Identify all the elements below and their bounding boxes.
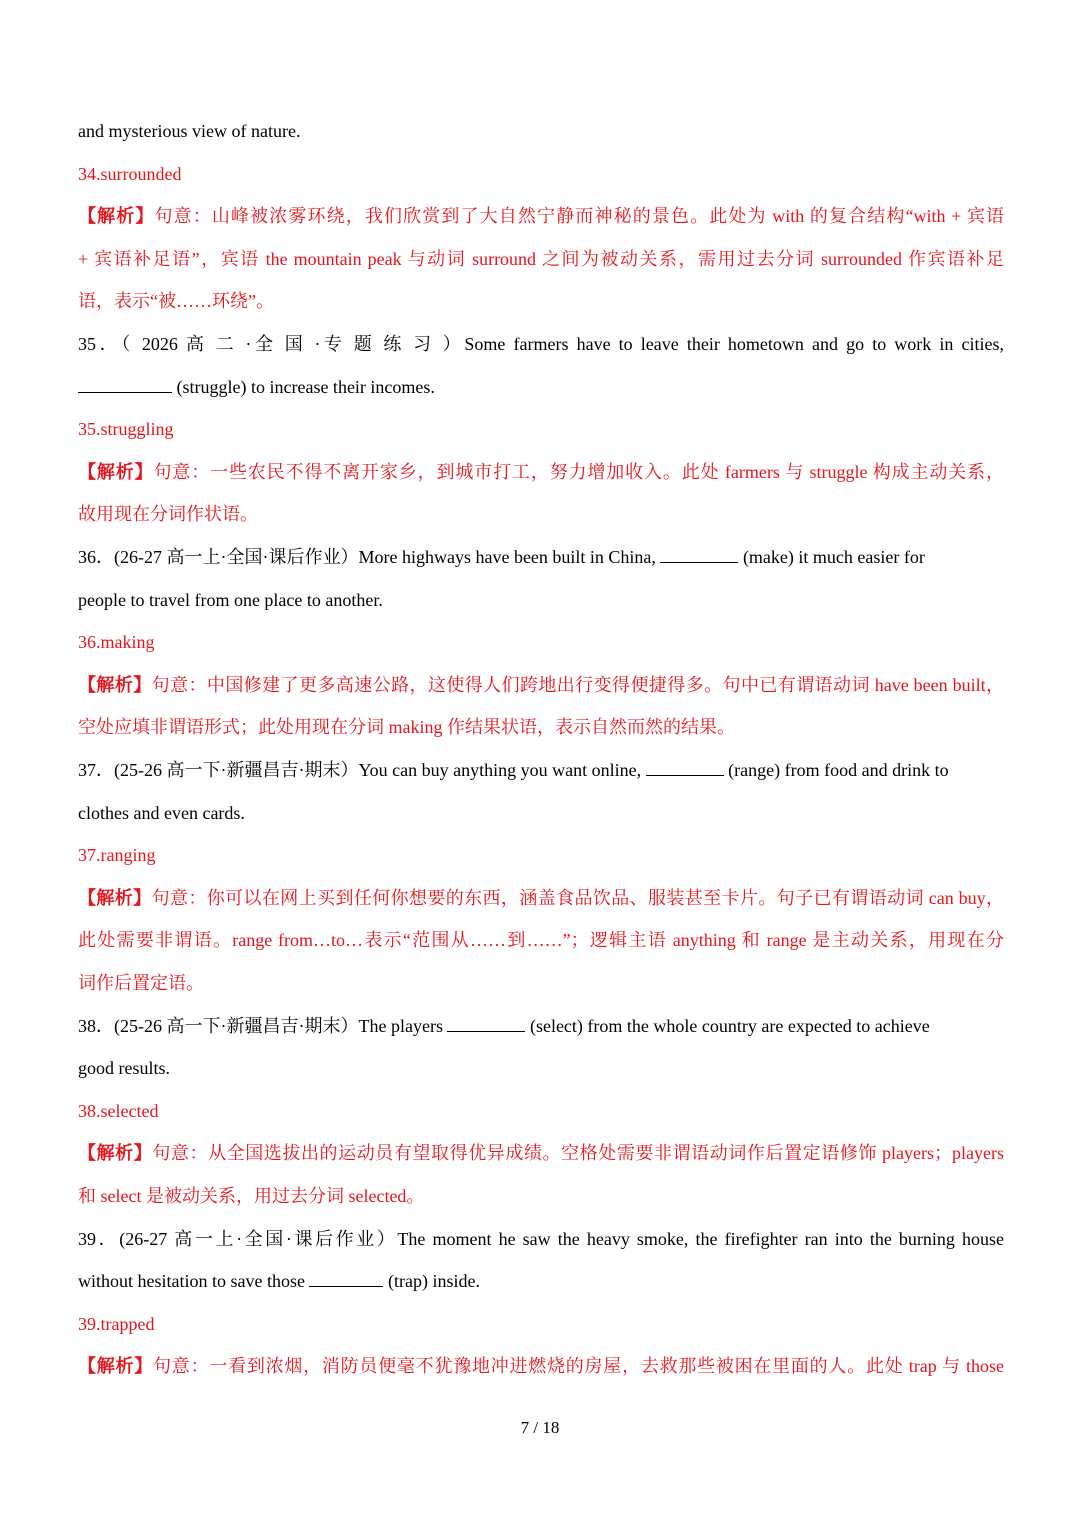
question-text-line [78,1057,1004,1079]
question-text: people to travel from one place to another. [78,589,383,610]
answer-text: 34.surrounded [78,163,182,184]
answer-blank [78,376,172,393]
question-number: 36． [78,547,114,567]
explanation-text: 句意：你可以在网上买到任何你想要的东西，涵盖食品饮品、服装甚至卡片。句子已有谓语动词 can buy， [151,887,1004,908]
question-text: The moment he saw the heavy smoke, the firefighter ran into the burning house [397,1228,1004,1249]
explanation-text: 和 select 是被动关系，用过去分词 selected。 [78,1186,425,1206]
explanation-text: 此处需要非谓语。range from…to…表示“范围从……到……”；逻辑主语 anything 和 range 是主动关系，用现在分 [78,930,1004,951]
answer-line [78,844,1004,866]
page-number: 7 / 18 [520,1418,560,1437]
question-line [78,1270,1004,1292]
explanation-line [78,205,1004,227]
question-text: and mysterious view of nature. [78,121,301,141]
question-text: (trap) inside. [387,1271,480,1292]
question-text-line [78,589,1004,611]
explanation-tag: 【解析】 [78,461,154,482]
explanation-line [78,716,1004,738]
question-source: (26-27 高一上·全国·课后作业） [119,1228,398,1249]
answer-line [78,1313,1004,1335]
explanation-text: 语，表示“被……环绕”。 [78,291,274,312]
explanation-tag: 【解析】 [78,1143,153,1164]
question-line [78,376,1004,398]
answer-text: 37.ranging [78,845,156,866]
question-number: 35． [78,334,122,354]
answer-blank [309,1270,383,1287]
answer-line [78,163,1004,185]
explanation-tag: 【解析】 [78,1356,154,1377]
question-text: You can buy anything you want online, [358,760,642,780]
question-number: 38． [78,1015,114,1036]
explanation-text: 故用现在分词作状语。 [78,504,258,525]
question-text: Some farmers have to leave their hometown and go to work in cities, [464,334,1004,354]
question-text: More highways have been built in China, [358,547,656,567]
explanation-text: 句意：山峰被浓雾环绕，我们欣赏到了大自然宁静而神秘的景色。此处为 with 的复合结构“with + 宾语 [154,206,1004,227]
explanation-text: 句意：中国修建了更多高速公路，这使得人们跨地出行变得便捷得多。句中已有谓语动词 have been built， [151,674,1004,695]
explanation-line [78,503,1004,525]
question-text: The players [358,1015,443,1036]
explanation-line [78,887,1004,909]
answer-blank [447,1015,525,1032]
answer-blank [660,546,738,563]
answer-line [78,418,1004,440]
explanation-text: 句意：从全国选拔出的运动员有望取得优异成绩。空格处需要非谓语动词作后置定语修饰 players；players [152,1143,1004,1164]
explanation-line [78,1142,1004,1164]
explanation-line [78,972,1004,994]
question-text: clothes and even cards. [78,802,245,823]
question-text-line [78,120,1004,142]
explanation-line [78,674,1004,696]
question-text: (select) from the whole country are expected to achieve [529,1015,930,1036]
explanation-text: 空处应填非谓语形式；此处用现在分词 making 作结果状语，表示自然而然的结果。 [78,717,735,738]
answer-line [78,1100,1004,1122]
explanation-text: 词作后置定语。 [78,973,204,993]
question-text: (range) from food and drink to [728,760,949,780]
answer-text: 38.selected [78,1100,159,1121]
question-source: （ 2026 高 二 ·全 国 ·专 题 练 习 ） [121,334,465,354]
question-line [78,1228,1004,1250]
question-text: without hesitation to save those [78,1271,305,1292]
explanation-text: 句意：一看到浓烟，消防员便毫不犹豫地冲进燃烧的房屋，去救那些被困在里面的人。此处 trap 与 those [153,1356,1004,1377]
question-text-line [78,802,1004,824]
question-text: (make) it much easier for [742,547,925,567]
explanation-line [78,929,1004,951]
answer-text: 36.making [78,632,155,653]
answer-blank [646,759,724,776]
explanation-tag: 【解析】 [78,887,152,908]
question-line [78,546,1004,568]
explanation-tag: 【解析】 [78,674,152,695]
question-source: (26-27 高一上·全国·课后作业） [114,547,359,567]
explanation-line [78,461,1004,483]
question-source: (25-26 高一下·新疆昌吉·期末） [114,760,359,780]
explanation-line [78,1355,1004,1377]
question-text: (struggle) to increase their incomes. [172,376,435,397]
explanation-line [78,290,1004,312]
answer-text: 39.trapped [78,1313,155,1334]
question-line [78,333,1004,355]
answer-text: 35.struggling [78,419,174,440]
answer-line [78,631,1004,653]
question-line [78,1015,1004,1037]
question-number: 39． [78,1228,120,1249]
question-source: (25-26 高一下·新疆昌吉·期末） [114,1015,359,1036]
explanation-tag: 【解析】 [78,206,155,227]
question-number: 37． [78,760,114,780]
explanation-line [78,1185,1004,1207]
explanation-text: 句意：一些农民不得不离开家乡，到城市打工，努力增加收入。此处 farmers 与 struggle 构成主动关系， [153,461,1004,482]
question-text: good results. [78,1058,170,1079]
question-line [78,759,1004,781]
explanation-line [78,248,1004,270]
explanation-text: + 宾语补足语”，宾语 the mountain peak 与动词 surround 之间为被动关系，需用过去分词 surrounded 作宾语补足 [78,248,1004,269]
